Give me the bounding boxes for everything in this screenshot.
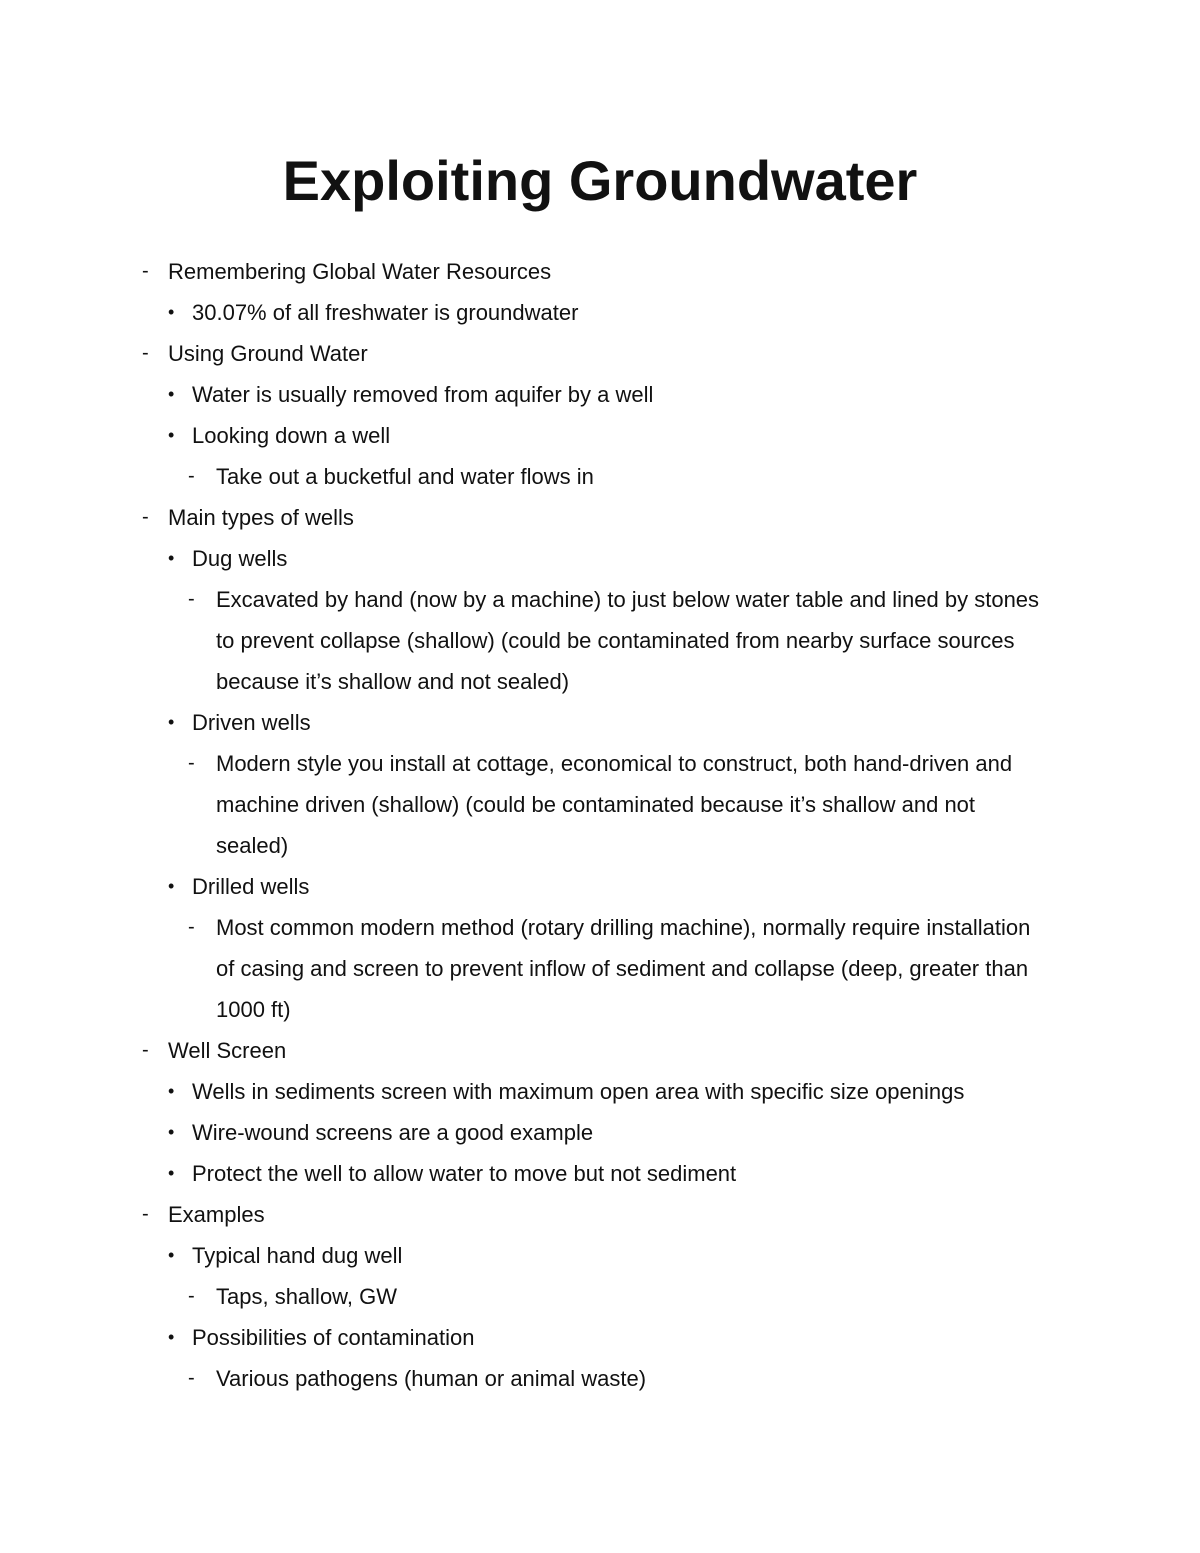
list-item-text: Well Screen <box>168 1038 287 1063</box>
bullet-marker: • <box>168 876 175 896</box>
list-item <box>0 415 1200 456</box>
list-item <box>0 292 1200 333</box>
list-item-text: Take out a bucketful and water flows in <box>216 464 594 489</box>
list-item-text: Remembering Global Water Resources <box>168 259 552 284</box>
list-item <box>0 743 1200 866</box>
bullet-marker: • <box>168 1163 175 1183</box>
list-item-text: Water is usually removed from aquifer by a well <box>192 382 654 407</box>
list-item <box>0 1153 1200 1194</box>
bullet-marker: • <box>168 1081 175 1101</box>
list-item <box>0 702 1200 743</box>
list-item <box>0 333 1200 374</box>
bullet-marker: • <box>168 712 175 732</box>
list-item-text: Looking down a well <box>192 423 391 448</box>
list-item <box>0 1112 1200 1153</box>
list-item-text: Main types of wells <box>168 505 354 530</box>
list-item <box>0 1358 1200 1399</box>
list-item <box>0 1276 1200 1317</box>
page-title: Exploiting Groundwater <box>282 149 918 212</box>
dash-marker: - <box>188 1367 195 1389</box>
bullet-marker: • <box>168 425 175 445</box>
list-item <box>0 1235 1200 1276</box>
bullet-marker: • <box>168 1122 175 1142</box>
list-item <box>0 538 1200 579</box>
dash-marker: - <box>142 1203 149 1225</box>
bullet-marker: • <box>168 384 175 404</box>
list-item-text: Using Ground Water <box>168 341 368 366</box>
list-item <box>0 866 1200 907</box>
list-item <box>0 907 1200 1030</box>
list-item-text: Taps, shallow, GW <box>216 1284 397 1309</box>
list-item-text: Protect the well to allow water to move but not sediment <box>192 1161 737 1186</box>
list-item-text: Drilled wells <box>192 874 310 899</box>
list-item-text: Most common modern method (rotary drilling machine), normally require installation of casing and screen to prevent inflow of sediment and collapse (deep, greater than 1000 ft) <box>216 915 1031 1022</box>
dash-marker: - <box>188 588 195 610</box>
list-item <box>0 374 1200 415</box>
dash-marker: - <box>142 342 149 364</box>
list-item <box>0 251 1200 292</box>
list-item-text: Dug wells <box>192 546 288 571</box>
dash-marker: - <box>188 752 195 774</box>
list-item-text: Various pathogens (human or animal waste) <box>216 1366 647 1391</box>
dash-marker: - <box>142 1039 149 1061</box>
bullet-marker: • <box>168 1327 175 1347</box>
list-item <box>0 1194 1200 1235</box>
list-item <box>0 497 1200 538</box>
list-item-text: Possibilities of contamination <box>192 1325 475 1350</box>
list-item <box>0 1071 1200 1112</box>
bullet-marker: • <box>168 302 175 322</box>
dash-marker: - <box>188 465 195 487</box>
outline-list <box>0 251 1200 1399</box>
dash-marker: - <box>188 1285 195 1307</box>
dash-marker: - <box>142 506 149 528</box>
bullet-marker: • <box>168 548 175 568</box>
list-item <box>0 579 1200 702</box>
list-item-text: Wire-wound screens are a good example <box>192 1120 594 1145</box>
dash-marker: - <box>188 916 195 938</box>
list-item-text: Excavated by hand (now by a machine) to just below water table and lined by stones to prevent collapse (shallow) (could be contaminated from nearby surface sources because it’s shallow and not sealed) <box>216 587 1040 694</box>
list-item <box>0 1317 1200 1358</box>
list-item-text: 30.07% of all freshwater is groundwater <box>192 300 579 325</box>
list-item <box>0 456 1200 497</box>
bullet-marker: • <box>168 1245 175 1265</box>
dash-marker: - <box>142 260 149 282</box>
list-item-text: Modern style you install at cottage, economical to construct, both hand-driven and machine driven (shallow) (could be contaminated because it’s shallow and not sealed) <box>216 751 1013 858</box>
list-item-text: Wells in sediments screen with maximum open area with specific size openings <box>192 1079 965 1104</box>
list-item-text: Examples <box>168 1202 265 1227</box>
list-item-text: Driven wells <box>192 710 311 735</box>
list-item-text: Typical hand dug well <box>192 1243 403 1268</box>
list-item <box>0 1030 1200 1071</box>
